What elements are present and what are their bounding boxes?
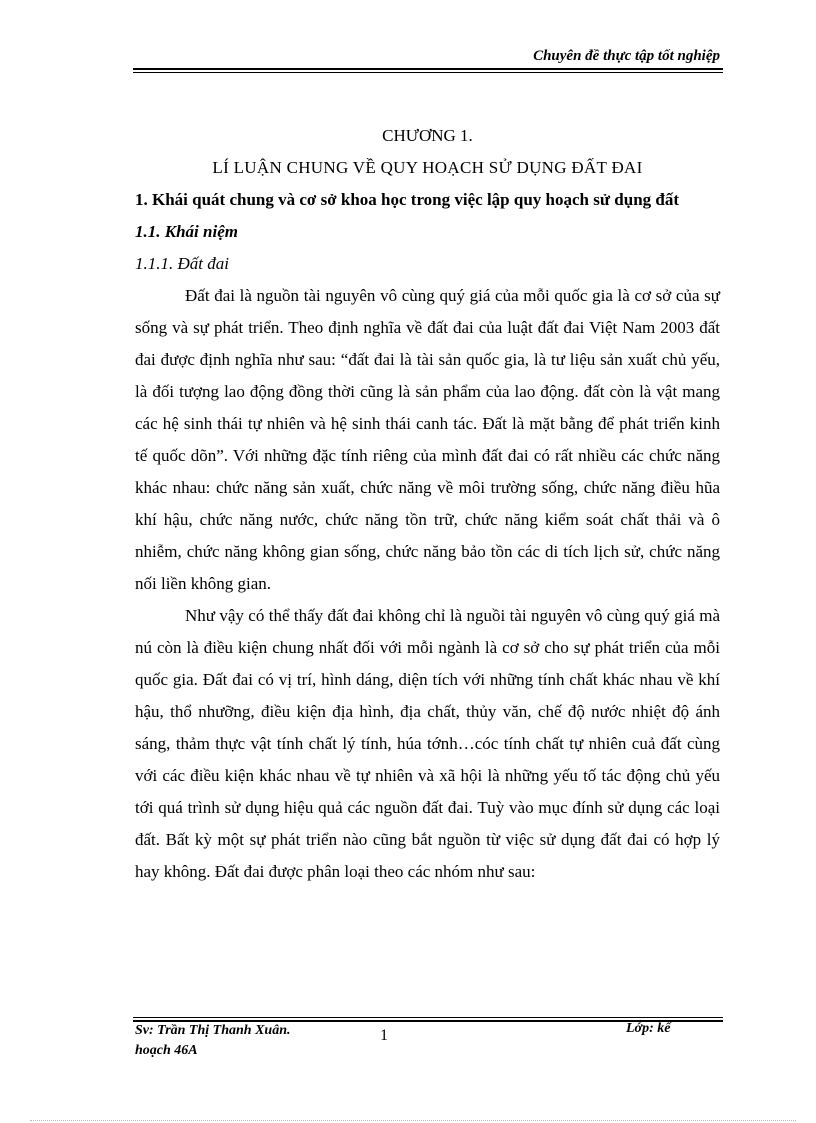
page-number: 1 xyxy=(380,1027,388,1044)
paragraph: Như vậy có thể thấy đất đai không chỉ là nguồi tài nguyên vô cùng quý giá mà nú còn là điều kiện chung nhất đối với mỗi ngành là cơ sở cho sự phát triển của mỗi quốc gia. Đất đai có vị trí, hình dáng, diện tích với những tính chất khác nhau về khí hậu, thổ nhưỡng, điều kiện địa hình, địa chất, thủy văn, chế độ nước nhiệt độ ánh sáng, thảm thực vật tính chất lý tính, húa tớnh…cóc tính chất tự nhiên cuả đất cùng với các điều kiện khác nhau về tự nhiên và xã hội là những yếu tố tác động chủ yếu tới quá trình sử dụng hiệu quả các nguồn đất đai. Tuỳ vào mục đính sử dụng các loại đất. Bất kỳ một sự phát triển nào cũng bắt nguồn từ việc sử dụng đất đai có hợp lý hay không. Đất đai được phân loại theo các nhóm như sau: xyxy=(135,606,720,881)
chapter-title: LÍ LUẬN CHUNG VỀ QUY HOẠCH SỬ DỤNG ĐẤT ĐAI xyxy=(212,158,643,177)
header-rule xyxy=(133,68,723,73)
section-heading-1: 1. Khái quát chung và cơ sở khoa học trong việc lập quy hoạch sử dụng đất xyxy=(135,190,680,209)
running-header: Chuyên đề thực tập tốt nghiệp xyxy=(533,48,720,64)
chapter-number: CHƯƠNG 1. xyxy=(382,126,473,145)
paragraph: Đất đai là nguồn tài nguyên vô cùng quý giá của mỗi quốc gia là cơ sở của sự sống và sự phát triển. Theo định nghĩa về đất đai của luật đất đai Việt Nam 2003 đất đai được định nghĩa như sau: “đất đai là tài sản quốc gia, là tư liệu sản xuất chủ yếu, là đối tượng lao động đồng thời cũng là sản phẩm của lao động. đất còn là vật mang các hệ sinh thái tự nhiên và hệ sinh thái canh tác. Đất là mặt bằng để phát triển kinh tế quốc dõn”. Với những đặc tính riêng của mình đất đai có rất nhiều các chức năng khác nhau: chức năng sản xuất, chức năng về môi trường sống, chức năng điều hũa khí hậu, chức năng nước, chức năng tồn trữ, chức năng kiểm soát chất thải và ô nhiễm, chức năng không gian sống, chức năng bảo tồn các di tích lịch sử, chức năng nối liền không gian. xyxy=(135,286,720,593)
footer-student xyxy=(135,1021,290,1061)
section-heading-1-1-1: 1.1.1. Đất đai xyxy=(135,254,229,273)
section-heading-1-1: 1.1. Khái niệm xyxy=(135,222,238,241)
footer-student-name: Sv: Trần Thị Thanh Xuân. xyxy=(135,1023,291,1038)
footer-student-class: hoạch 46A xyxy=(135,1043,198,1058)
page-body xyxy=(135,120,720,888)
footer-class-label: Lớp: kế xyxy=(626,1021,671,1036)
page-edge-divider xyxy=(30,1120,796,1121)
